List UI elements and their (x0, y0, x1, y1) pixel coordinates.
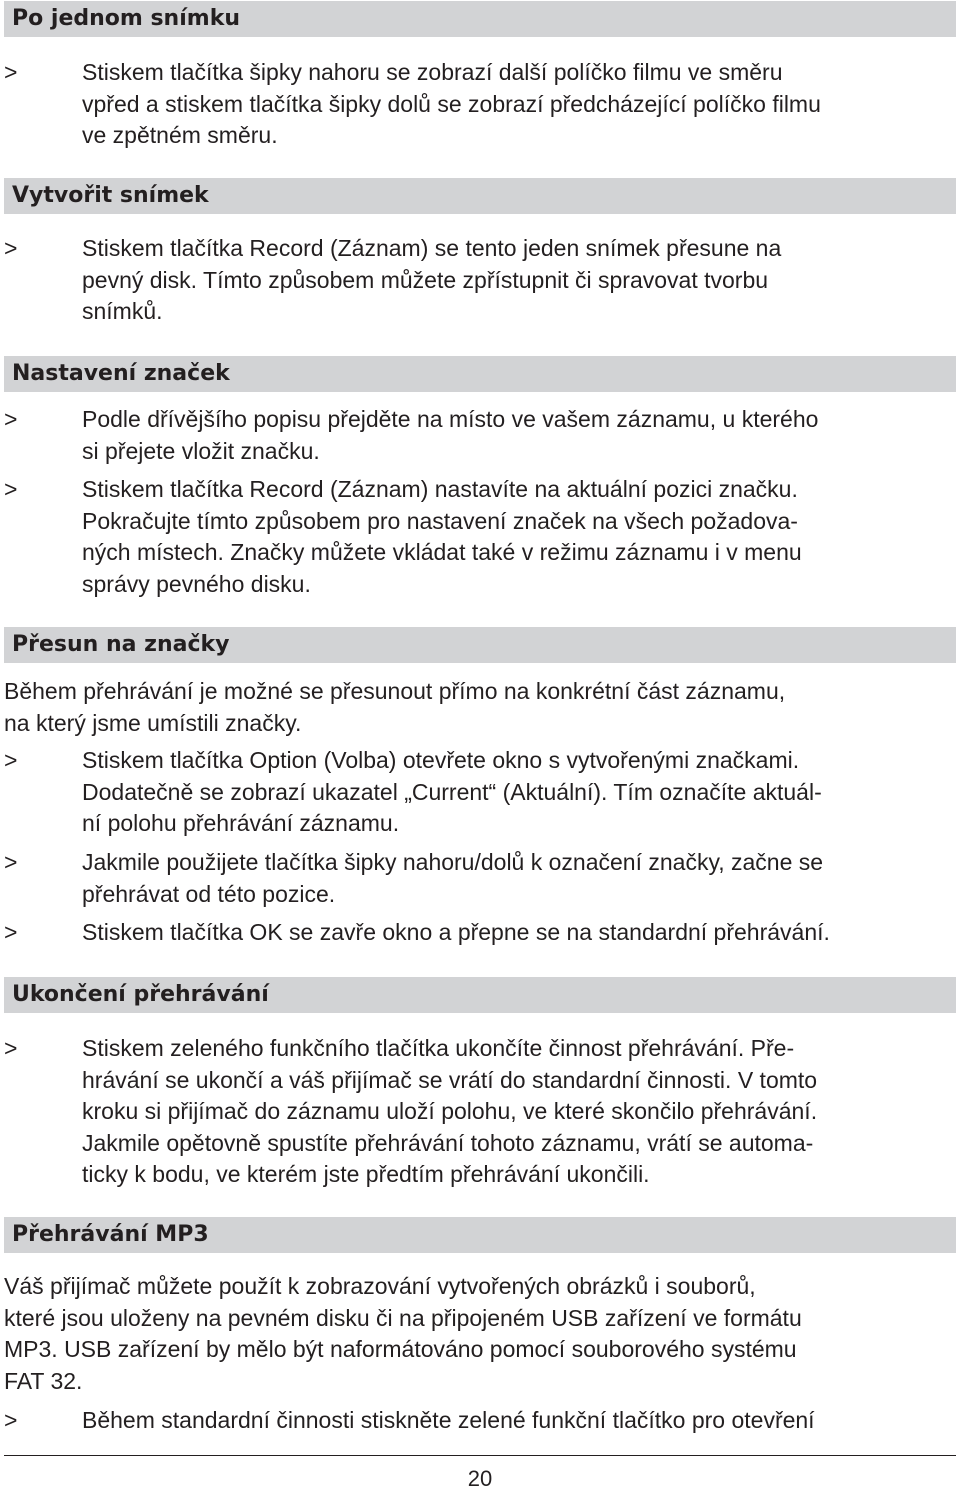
bullet-marker: > (4, 59, 18, 85)
section-heading-vytvorit-snimek: Vytvořit snímek (4, 178, 956, 214)
intro-paragraph (4, 1271, 802, 1397)
page-number: 20 (467, 1466, 493, 1491)
text-line: Během přehrávání je možné se přesunout přímo na konkrétní část záznamu, (4, 678, 786, 704)
text-line: Stiskem tlačítka OK se zavře okno a přepne se na standardní přehrávání. (82, 919, 830, 945)
text-line: Stiskem tlačítka šipky nahoru se zobrazí další políčko filmu ve směru (82, 59, 783, 85)
bullet-marker: > (4, 476, 18, 502)
bullet-marker: > (4, 747, 18, 773)
text-line: Dodatečně se zobrazí ukazatel „Current“ (Aktuální). Tím označíte aktuál- (82, 778, 822, 805)
text-line: Během standardní činnosti stiskněte zelené funkční tlačítko pro otevření (82, 1407, 815, 1433)
text-line: MP3. USB zařízení by mělo být naformátováno pomocí souborového systému (4, 1336, 797, 1362)
text-line: ve zpětném směru. (82, 122, 278, 148)
section-heading-prehravani-mp3: Přehrávání MP3 (4, 1217, 956, 1253)
footer-divider (4, 1455, 956, 1456)
text-line: Váš přijímač můžete použít k zobrazování vytvořených obrázků i souborů, (4, 1273, 756, 1299)
section-heading-presun-na-znacky: Přesun na značky (4, 627, 956, 663)
list-item (4, 404, 818, 467)
text-line: Stiskem tlačítka Option (Volba) otevřete okno s vytvořenými značkami. (82, 747, 800, 773)
text-line: Stiskem zeleného funkčního tlačítka ukončíte činnost přehrávání. Pře- (82, 1035, 795, 1061)
text-line: FAT 32. (4, 1367, 83, 1394)
text-line: správy pevného disku. (82, 570, 311, 597)
intro-paragraph (4, 676, 785, 739)
text-line: ní polohu přehrávání záznamu. (82, 810, 400, 836)
section-heading-ukonceni-prehravani: Ukončení přehrávání (4, 977, 956, 1013)
text-line: Pokračujte tímto způsobem pro nastavení značek na všech požadova- (82, 507, 798, 534)
bullet-marker: > (4, 235, 18, 261)
section-heading-nastaveni-znacek: Nastavení značek (4, 356, 956, 392)
list-item (4, 57, 821, 152)
text-line: Podle dřívějšího popisu přejděte na místo ve vašem záznamu, u kterého (82, 406, 819, 432)
list-item (4, 745, 822, 840)
bullet-marker: > (4, 1035, 18, 1061)
text-line: kroku si přijímač do záznamu uloží polohu, ve které skončilo přehrávání. (82, 1098, 818, 1124)
bullet-marker: > (4, 406, 18, 432)
bullet-marker: > (4, 849, 18, 875)
text-line: Jakmile použijete tlačítka šipky nahoru/dolů k označení značky, začne se (82, 849, 824, 875)
text-line: Stiskem tlačítka Record (Záznam) nastavíte na aktuální pozici značku. (82, 476, 798, 502)
text-line: vpřed a stiskem tlačítka šipky dolů se zobrazí předcházející políčko filmu (82, 90, 821, 117)
text-line: Jakmile opětovně spustíte přehrávání tohoto záznamu, vrátí se automa- (82, 1129, 814, 1156)
bullet-marker: > (4, 919, 18, 945)
text-line: si přejete vložit značku. (82, 437, 320, 464)
text-line: pevný disk. Tímto způsobem můžete zpřístupnit či spravovat tvorbu (82, 266, 769, 293)
list-item (4, 474, 802, 600)
text-line: ticky k bodu, ve kterém jste předtím přehrávání ukončili. (82, 1161, 650, 1187)
text-line: Stiskem tlačítka Record (Záznam) se tento jeden snímek přesune na (82, 235, 782, 261)
list-item (4, 847, 823, 910)
list-item (4, 1405, 815, 1437)
list-item (4, 1033, 817, 1191)
text-line: které jsou uloženy na pevném disku či na připojeném USB zařízení ve formátu (4, 1304, 802, 1331)
text-line: ných místech. Značky můžete vkládat také v režimu záznamu i v menu (82, 539, 802, 565)
list-item (4, 917, 830, 949)
list-item (4, 233, 781, 328)
text-line: na který jsme umístili značky. (4, 709, 302, 736)
text-line: hrávání se ukončí a váš přijímač se vrátí do standardní činnosti. V tomto (82, 1066, 818, 1093)
text-line: snímků. (82, 298, 163, 324)
text-line: přehrávat od této pozice. (82, 880, 336, 907)
bullet-marker: > (4, 1407, 18, 1433)
section-heading-po-jednom-snimku: Po jednom snímku (4, 1, 956, 37)
